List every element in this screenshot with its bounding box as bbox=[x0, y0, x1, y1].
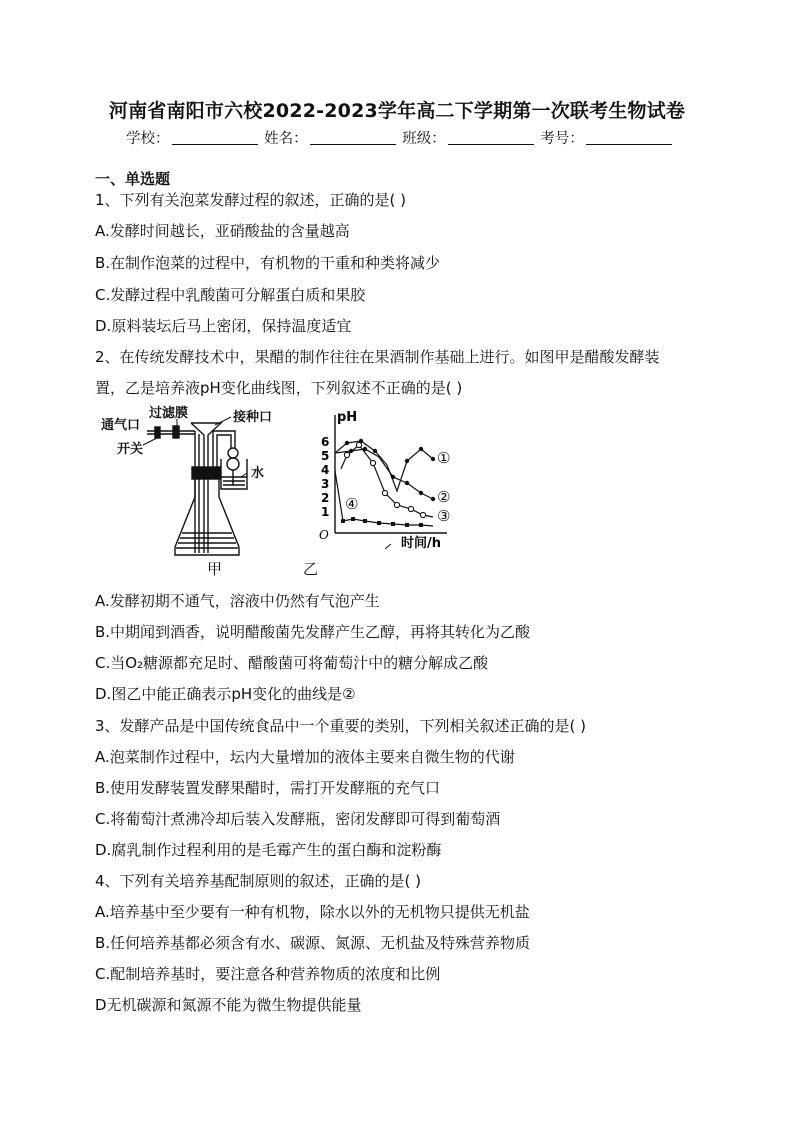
question-2-option-a: A.发酵初期不通气，溶液中仍然有气泡产生 bbox=[95, 592, 380, 610]
curve-2-point bbox=[405, 481, 409, 485]
question-2-option-d: D.图乙中能正确表示pH变化的曲线是② bbox=[95, 685, 356, 703]
class-label: 班级： bbox=[402, 131, 446, 147]
y-tick-6: 6 bbox=[321, 435, 330, 449]
curve-3-point bbox=[394, 502, 399, 507]
fermentation-apparatus bbox=[147, 423, 247, 555]
question-3-option-c: C.将葡萄汁煮沸冷却后装入发酵瓶，密闭发酵即可得到葡萄酒 bbox=[95, 810, 501, 828]
curve-3-point bbox=[408, 506, 413, 511]
section-title: 一、单选题 bbox=[95, 170, 171, 188]
page-title: 河南省南阳市六校2022-2023学年高二下学期第一次联考生物试卷 bbox=[108, 100, 686, 122]
exam-number-blank[interactable] bbox=[586, 130, 672, 145]
bulb-bottom bbox=[227, 458, 239, 470]
question-1-option-b: B.在制作泡菜的过程中，有机物的干重和种类将减少 bbox=[95, 254, 441, 272]
curve-2-point bbox=[419, 491, 423, 495]
y-tick-3: 3 bbox=[321, 477, 330, 491]
question-4-option-c: C.配制培养基时，要注意各种营养物质的浓度和比例 bbox=[95, 965, 441, 983]
question-4-option-d: D无机碳源和氮源不能为微生物提供能量 bbox=[95, 996, 362, 1014]
y-tick-4: 4 bbox=[321, 463, 330, 477]
filter-label: 过滤膜 bbox=[149, 406, 189, 421]
curve-2-points bbox=[349, 447, 435, 501]
switch-leader bbox=[143, 438, 157, 445]
question-1-stem: 1、下列有关泡菜发酵过程的叙述，正确的是( ) bbox=[95, 191, 407, 209]
class-blank[interactable] bbox=[448, 130, 534, 145]
curve-3-point bbox=[420, 512, 425, 517]
curve-label-2: ② bbox=[437, 488, 451, 506]
question-3-option-a: A.泡菜制作过程中，坛内大量增加的液体主要来自微生物的代谢 bbox=[95, 748, 515, 766]
name-label: 姓名： bbox=[264, 131, 308, 147]
curve-label-3: ③ bbox=[437, 507, 451, 525]
curve-1-point bbox=[405, 459, 409, 463]
question-3-option-b: B.使用发酵装置发酵果醋时，需打开发酵瓶的充气口 bbox=[95, 779, 441, 797]
inlet-label: 通气口 bbox=[101, 418, 141, 433]
x-axis-label: 时间/h bbox=[401, 536, 442, 551]
name-blank[interactable] bbox=[310, 130, 396, 145]
curve-1-point bbox=[419, 447, 423, 451]
figure-caption-yi: 乙 bbox=[303, 560, 319, 578]
question-3-stem: 3、发酵产品是中国传统食品中一个重要的类别，下列相关叙述正确的是( ) bbox=[95, 717, 587, 735]
question-2-option-b: B.中期闻到酒香，说明醋酸菌先发酵产生乙醇，再将其转化为乙酸 bbox=[95, 623, 531, 641]
curve-4-point bbox=[341, 519, 345, 523]
curve-1-point bbox=[345, 441, 349, 445]
curve-4-point bbox=[391, 522, 395, 526]
sample-port-label: 接种口 bbox=[233, 410, 273, 425]
question-2-stem: 2、在传统发酵技术中，果醋的制作往往在果酒制作基础上进行。如图甲是醋酸发酵装 bbox=[95, 348, 660, 366]
axis-tick-mark bbox=[385, 544, 391, 549]
question-2-option-c: C.当O₂糖源都充足时、醋酸菌可将葡萄汁中的糖分解成乙酸 bbox=[95, 654, 489, 672]
question-4-stem: 4、下列有关培养基配制原则的叙述，正确的是( ) bbox=[95, 872, 422, 890]
curve-3-point bbox=[382, 490, 387, 495]
school-blank[interactable] bbox=[172, 130, 258, 145]
curve-3-point bbox=[356, 442, 361, 447]
question-1-option-a: A.发酵时间越长，亚硝酸盐的含量越高 bbox=[95, 222, 350, 240]
question-2-figure bbox=[95, 405, 475, 580]
curve-4-point bbox=[363, 519, 367, 523]
bulb-top bbox=[228, 448, 238, 458]
y-tick-2: 2 bbox=[321, 491, 330, 505]
curve-4-point bbox=[419, 523, 423, 527]
funnel-side bbox=[191, 423, 204, 435]
exam-number-label: 考号： bbox=[540, 131, 584, 147]
water-label: 水 bbox=[251, 466, 265, 481]
school-label: 学校： bbox=[126, 131, 170, 147]
question-4-option-a: A.培养基中至少要有一种有机物，除水以外的无机物只提供无机盐 bbox=[95, 903, 530, 921]
curve-3-point bbox=[370, 460, 375, 465]
curve-4-point bbox=[405, 523, 409, 527]
y-tick-5: 5 bbox=[321, 449, 330, 463]
ph-graph bbox=[319, 410, 450, 551]
question-2-stem-cont: 置，乙是培养液pH变化曲线图，下列叙述不正确的是( ) bbox=[95, 379, 463, 397]
filter-membrane bbox=[173, 426, 179, 438]
curve-1-point bbox=[373, 449, 377, 453]
question-1-option-d: D.原料装坛后马上密闭，保持温度适宜 bbox=[95, 317, 352, 335]
curve-1 bbox=[335, 441, 433, 491]
curve-2-point bbox=[391, 475, 395, 479]
curve-4-point bbox=[377, 521, 381, 525]
switch-label: 开关 bbox=[117, 442, 144, 457]
curve-1-point bbox=[431, 457, 435, 461]
y-axis-label: pH bbox=[337, 410, 358, 425]
question-3-option-d: D.腐乳制作过程利用的是毛霉产生的蛋白酶和淀粉酶 bbox=[95, 841, 442, 859]
sample-leader bbox=[215, 417, 231, 425]
student-info-row bbox=[126, 127, 674, 148]
figure-caption-jia: 甲 bbox=[207, 560, 223, 578]
curve-4-point bbox=[351, 517, 355, 521]
stopper bbox=[192, 467, 220, 479]
curve-label-1: ① bbox=[437, 449, 451, 467]
curve-2-point bbox=[431, 497, 435, 501]
origin-label: O bbox=[319, 528, 329, 542]
question-1-option-c: C.发酵过程中乳酸菌可分解蛋白质和果胶 bbox=[95, 286, 366, 304]
switch-clip bbox=[155, 427, 160, 438]
y-tick-1: 1 bbox=[321, 505, 330, 519]
curve-3-point bbox=[344, 452, 349, 457]
question-4-option-b: B.任何培养基都必须含有水、碳源、氮源、无机盐及特殊营养物质 bbox=[95, 934, 531, 952]
curve-label-4: ④ bbox=[345, 495, 359, 513]
